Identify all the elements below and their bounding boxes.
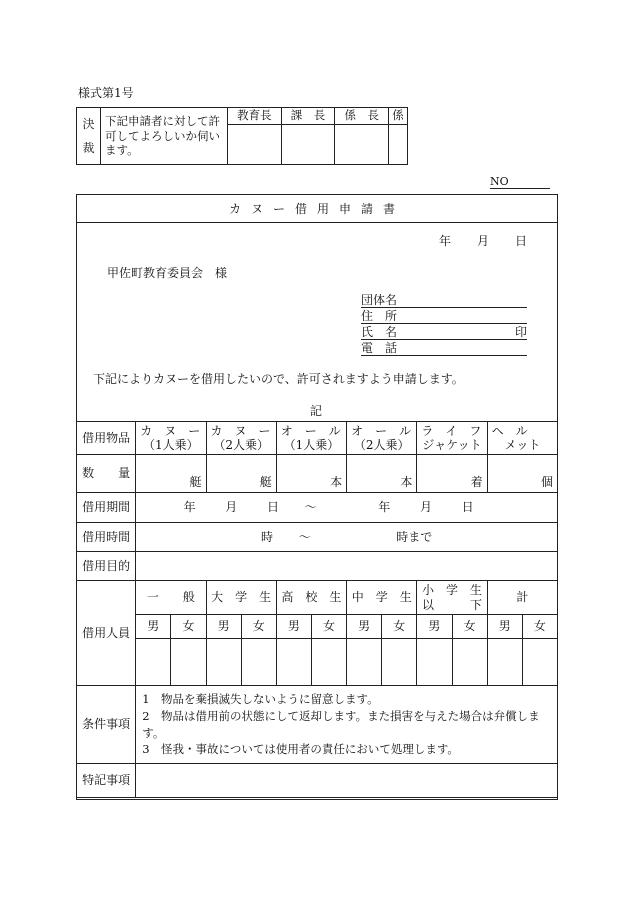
period-field[interactable]: 年 月 日 ～ 年 月 日	[136, 493, 558, 523]
form-number: 様式第1号	[78, 86, 134, 100]
address-field[interactable]: 住 所	[361, 309, 527, 324]
approver-header: 係 長	[335, 108, 389, 125]
approval-note: 下記申請者に対して許可してよろしいか伺います。	[101, 108, 228, 165]
sheet-title: カヌー借用申請書	[77, 195, 557, 223]
application-sheet	[76, 194, 558, 800]
people-count-cell[interactable]	[452, 639, 487, 686]
people-cat-university: 大 学 生	[206, 581, 276, 615]
condition-item: 1 物品を棄損滅失しないように留意します。	[142, 692, 379, 707]
people-cat-total: 計	[487, 581, 557, 615]
purpose-label: 借用目的	[77, 552, 136, 581]
female-label: 女	[171, 615, 206, 639]
item-helmet: ヘ ル メット	[487, 422, 557, 455]
male-label: 男	[136, 615, 171, 639]
people-count-cell[interactable]	[522, 639, 557, 686]
application-table	[76, 421, 558, 798]
approval-box	[76, 107, 408, 165]
time-label: 借用時間	[77, 523, 136, 552]
quantity-cell[interactable]: 艇	[206, 455, 276, 493]
date-field[interactable]: 年 月 日	[438, 234, 527, 248]
name-field[interactable]: 氏 名 印	[361, 325, 527, 339]
condition-item: 2 物品は借用前の状態にして返却します。また損害を与えた場合は弁償します。	[142, 708, 540, 740]
approval-stamp-cell[interactable]	[335, 125, 389, 165]
female-label: 女	[382, 615, 417, 639]
condition-item: 3 怪我・事故については使用者の責任において処理します。	[142, 742, 459, 757]
people-label: 借用人員	[77, 581, 136, 686]
conditions-label: 条件事項	[77, 686, 136, 764]
conditions-list	[136, 686, 558, 764]
people-count-cell[interactable]	[382, 639, 417, 686]
people-cat-middleschool: 中 学 生	[347, 581, 417, 615]
people-count-cell[interactable]	[347, 639, 382, 686]
quantity-cell[interactable]: 艇	[136, 455, 206, 493]
people-count-cell[interactable]	[487, 639, 522, 686]
female-label: 女	[311, 615, 346, 639]
approval-stamp-cell[interactable]	[389, 125, 408, 165]
item-canoe-2: カ ヌ ー （2人乗）	[206, 422, 276, 455]
male-label: 男	[487, 615, 522, 639]
time-field[interactable]: 時 ～ 時まで	[136, 523, 558, 552]
seal-mark: 印	[514, 325, 527, 339]
female-label: 女	[522, 615, 557, 639]
item-paddle-2: オ ー ル （2人乗）	[347, 422, 417, 455]
male-label: 男	[347, 615, 382, 639]
remarks-field[interactable]	[136, 764, 558, 798]
people-count-cell[interactable]	[136, 639, 171, 686]
people-count-cell[interactable]	[311, 639, 346, 686]
people-count-cell[interactable]	[171, 639, 206, 686]
group-name-field[interactable]: 団体名	[361, 293, 527, 308]
items-label: 借用物品	[77, 422, 136, 455]
male-label: 男	[276, 615, 311, 639]
kessai-label: 決 裁	[77, 108, 101, 165]
item-life-jacket: ラ イ フ ジャケット	[417, 422, 487, 455]
purpose-field[interactable]	[136, 552, 558, 581]
people-cat-highschool: 高 校 生	[276, 581, 346, 615]
item-paddle-1: オ ー ル （1人乗）	[276, 422, 346, 455]
period-label: 借用期間	[77, 493, 136, 523]
quantity-cell[interactable]: 個	[487, 455, 557, 493]
quantity-label: 数 量	[77, 455, 136, 493]
people-cat-elementary: 小 学 生 以 下	[417, 581, 487, 615]
item-canoe-1: カ ヌ ー （1人乗）	[136, 422, 206, 455]
ki-label: 記	[310, 404, 323, 418]
people-count-cell[interactable]	[206, 639, 241, 686]
approver-header: 教育長	[228, 108, 282, 125]
people-count-cell[interactable]	[417, 639, 452, 686]
approver-header: 課 長	[281, 108, 335, 125]
addressee: 甲佐町教育委員会 様	[107, 266, 228, 280]
male-label: 男	[206, 615, 241, 639]
request-text: 下記によりカヌーを借用したいので、許可されますよう申請します。	[93, 372, 464, 386]
remarks-label: 特記事項	[77, 764, 136, 798]
quantity-cell[interactable]: 着	[417, 455, 487, 493]
approval-stamp-cell[interactable]	[281, 125, 335, 165]
people-cat-general: 一 般	[136, 581, 206, 615]
male-label: 男	[417, 615, 452, 639]
quantity-cell[interactable]: 本	[276, 455, 346, 493]
female-label: 女	[241, 615, 276, 639]
female-label: 女	[452, 615, 487, 639]
people-count-cell[interactable]	[241, 639, 276, 686]
approver-header: 係	[389, 108, 408, 125]
approval-stamp-cell[interactable]	[228, 125, 282, 165]
people-count-cell[interactable]	[276, 639, 311, 686]
quantity-cell[interactable]: 本	[347, 455, 417, 493]
phone-field[interactable]: 電 話	[361, 341, 527, 356]
no-field[interactable]: NO	[490, 175, 550, 189]
